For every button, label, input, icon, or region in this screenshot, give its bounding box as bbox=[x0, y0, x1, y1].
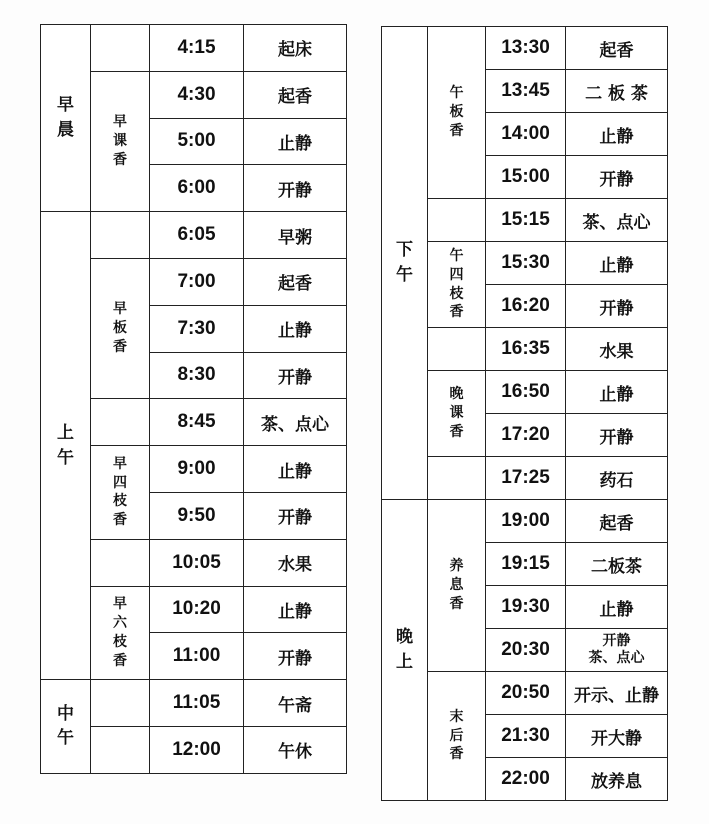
right-table-body bbox=[382, 27, 668, 801]
label-char: 香 bbox=[449, 423, 464, 440]
label-char: 午 bbox=[57, 447, 74, 468]
activity-cell: 开静 bbox=[244, 633, 347, 680]
session-cell bbox=[91, 399, 150, 446]
time-cell: 14:00 bbox=[486, 113, 566, 156]
label-char: 香 bbox=[449, 746, 464, 763]
vertical-label bbox=[113, 113, 127, 170]
period-cell bbox=[41, 680, 91, 774]
activity-cell: 开静 bbox=[566, 156, 668, 199]
session-cell bbox=[91, 71, 150, 211]
session-cell bbox=[428, 242, 486, 328]
vertical-label bbox=[450, 84, 464, 141]
activity-cell: 二 板 茶 bbox=[566, 70, 668, 113]
label-char: 板 bbox=[449, 104, 464, 121]
activity-cell: 开静 bbox=[244, 352, 347, 399]
session-cell bbox=[91, 212, 150, 259]
session-cell bbox=[91, 446, 150, 540]
session-cell bbox=[428, 371, 486, 457]
schedule-row bbox=[382, 27, 668, 70]
time-cell: 17:25 bbox=[486, 457, 566, 500]
activity-cell: 止静 bbox=[244, 446, 347, 493]
afternoon-evening-schedule-table bbox=[381, 26, 668, 801]
vertical-label bbox=[57, 421, 74, 470]
session-cell bbox=[91, 726, 150, 773]
vertical-label bbox=[113, 455, 127, 531]
session-cell bbox=[428, 672, 486, 801]
activity-cell: 止静 bbox=[566, 586, 668, 629]
vertical-label bbox=[450, 385, 464, 442]
time-cell: 20:30 bbox=[486, 629, 566, 672]
activity-cell: 止静 bbox=[244, 118, 347, 165]
vertical-label bbox=[113, 595, 127, 671]
activity-cell: 起香 bbox=[244, 258, 347, 305]
activity-cell: 止静 bbox=[244, 586, 347, 633]
time-cell: 17:20 bbox=[486, 414, 566, 457]
left-table-body bbox=[41, 25, 347, 774]
label-char: 香 bbox=[113, 652, 127, 669]
time-cell: 8:45 bbox=[150, 399, 244, 446]
activity-cell: 药石 bbox=[566, 457, 668, 500]
label-char: 课 bbox=[449, 405, 464, 422]
period-cell bbox=[41, 25, 91, 212]
label-char: 午 bbox=[449, 85, 464, 102]
time-cell: 16:35 bbox=[486, 328, 566, 371]
session-cell bbox=[91, 258, 150, 398]
label-char: 午 bbox=[57, 728, 74, 749]
label-char: 枝 bbox=[113, 633, 127, 650]
session-cell bbox=[91, 586, 150, 680]
time-cell: 20:50 bbox=[486, 672, 566, 715]
activity-cell: 午休 bbox=[244, 726, 347, 773]
activity-cell: 起香 bbox=[566, 27, 668, 70]
label-char: 早 bbox=[113, 114, 127, 131]
label-char: 早 bbox=[113, 596, 127, 613]
activity-cell: 二板茶 bbox=[566, 543, 668, 586]
label-char: 香 bbox=[113, 512, 127, 529]
label-char: 午 bbox=[396, 265, 413, 285]
activity-cell: 开大静 bbox=[566, 715, 668, 758]
time-cell: 12:00 bbox=[150, 726, 244, 773]
activity-cell: 止静 bbox=[244, 305, 347, 352]
time-cell: 9:00 bbox=[150, 446, 244, 493]
period-cell bbox=[382, 500, 428, 801]
session-cell bbox=[428, 328, 486, 371]
time-cell: 15:00 bbox=[486, 156, 566, 199]
label-char: 香 bbox=[449, 122, 464, 139]
activity-cell: 止静 bbox=[566, 371, 668, 414]
activity-cell: 茶、点心 bbox=[244, 399, 347, 446]
label-char: 上 bbox=[57, 423, 74, 444]
label-char: 息 bbox=[449, 577, 464, 594]
time-cell: 19:15 bbox=[486, 543, 566, 586]
period-cell bbox=[41, 212, 91, 680]
label-char: 养 bbox=[449, 558, 464, 575]
schedule-row bbox=[41, 25, 347, 72]
session-cell bbox=[428, 500, 486, 672]
time-cell: 9:50 bbox=[150, 492, 244, 539]
label-char: 香 bbox=[449, 595, 464, 612]
time-cell: 6:05 bbox=[150, 212, 244, 259]
activity-cell: 开静 bbox=[244, 165, 347, 212]
time-cell: 21:30 bbox=[486, 715, 566, 758]
label-char: 香 bbox=[449, 304, 464, 321]
time-cell: 13:45 bbox=[486, 70, 566, 113]
time-cell: 7:30 bbox=[150, 305, 244, 352]
activity-cell: 放养息 bbox=[566, 758, 668, 801]
session-cell bbox=[428, 199, 486, 242]
time-cell: 19:00 bbox=[486, 500, 566, 543]
vertical-label bbox=[396, 625, 413, 674]
vertical-label bbox=[450, 557, 464, 614]
activity-cell bbox=[566, 629, 668, 672]
schedule-row bbox=[382, 500, 668, 543]
time-cell: 6:00 bbox=[150, 165, 244, 212]
session-cell bbox=[91, 25, 150, 72]
time-cell: 16:20 bbox=[486, 285, 566, 328]
label-char: 枝 bbox=[113, 493, 127, 510]
vertical-label bbox=[113, 300, 127, 357]
schedule-row bbox=[41, 212, 347, 259]
activity-line-1: 开静 bbox=[602, 632, 631, 649]
vertical-label bbox=[450, 247, 464, 323]
activity-cell: 水果 bbox=[566, 328, 668, 371]
time-cell: 19:30 bbox=[486, 586, 566, 629]
label-char: 上 bbox=[396, 652, 413, 672]
activity-cell: 开静 bbox=[566, 285, 668, 328]
activity-cell: 午斋 bbox=[244, 680, 347, 727]
label-char: 板 bbox=[113, 320, 127, 337]
activity-cell: 开静 bbox=[566, 414, 668, 457]
activity-cell: 止静 bbox=[566, 113, 668, 156]
label-char: 后 bbox=[449, 727, 464, 744]
activity-cell: 起香 bbox=[566, 500, 668, 543]
label-char: 午 bbox=[449, 247, 464, 264]
session-cell bbox=[428, 457, 486, 500]
time-cell: 15:30 bbox=[486, 242, 566, 285]
vertical-label bbox=[450, 708, 464, 765]
activity-cell: 水果 bbox=[244, 539, 347, 586]
time-cell: 10:05 bbox=[150, 539, 244, 586]
label-char: 课 bbox=[113, 133, 127, 150]
label-char: 早 bbox=[113, 455, 127, 472]
vertical-label bbox=[57, 93, 74, 142]
activity-cell: 茶、点心 bbox=[566, 199, 668, 242]
time-cell: 13:30 bbox=[486, 27, 566, 70]
label-char: 香 bbox=[113, 339, 127, 356]
label-char: 中 bbox=[57, 703, 74, 724]
time-cell: 11:00 bbox=[150, 633, 244, 680]
label-char: 六 bbox=[113, 614, 127, 631]
label-char: 香 bbox=[113, 151, 127, 168]
activity-cell: 开示、止静 bbox=[566, 672, 668, 715]
time-cell: 11:05 bbox=[150, 680, 244, 727]
activity-cell: 止静 bbox=[566, 242, 668, 285]
label-char: 晨 bbox=[57, 120, 74, 141]
label-char: 四 bbox=[113, 474, 127, 491]
time-cell: 10:20 bbox=[150, 586, 244, 633]
label-char: 晚 bbox=[396, 627, 413, 648]
time-cell: 7:00 bbox=[150, 258, 244, 305]
morning-schedule-table bbox=[40, 24, 347, 774]
vertical-label bbox=[57, 702, 74, 751]
activity-cell: 开静 bbox=[244, 492, 347, 539]
period-cell bbox=[382, 27, 428, 500]
schedule-row bbox=[41, 680, 347, 727]
activity-line-2: 茶、点心 bbox=[588, 650, 645, 666]
activity-cell: 起床 bbox=[244, 25, 347, 72]
session-cell bbox=[91, 680, 150, 727]
label-char: 末 bbox=[449, 708, 464, 725]
session-cell bbox=[91, 539, 150, 586]
time-cell: 4:15 bbox=[150, 25, 244, 72]
time-cell: 8:30 bbox=[150, 352, 244, 399]
label-char: 四 bbox=[449, 266, 464, 283]
label-char: 枝 bbox=[449, 285, 464, 302]
label-char: 下 bbox=[396, 240, 413, 261]
vertical-label bbox=[396, 238, 413, 287]
time-cell: 16:50 bbox=[486, 371, 566, 414]
label-char: 早 bbox=[57, 95, 74, 116]
label-char: 晚 bbox=[449, 386, 464, 403]
time-cell: 4:30 bbox=[150, 71, 244, 118]
session-cell bbox=[428, 27, 486, 199]
time-cell: 22:00 bbox=[486, 758, 566, 801]
activity-cell: 早粥 bbox=[244, 212, 347, 259]
time-cell: 5:00 bbox=[150, 118, 244, 165]
activity-cell: 起香 bbox=[244, 71, 347, 118]
time-cell: 15:15 bbox=[486, 199, 566, 242]
label-char: 早 bbox=[113, 301, 127, 318]
